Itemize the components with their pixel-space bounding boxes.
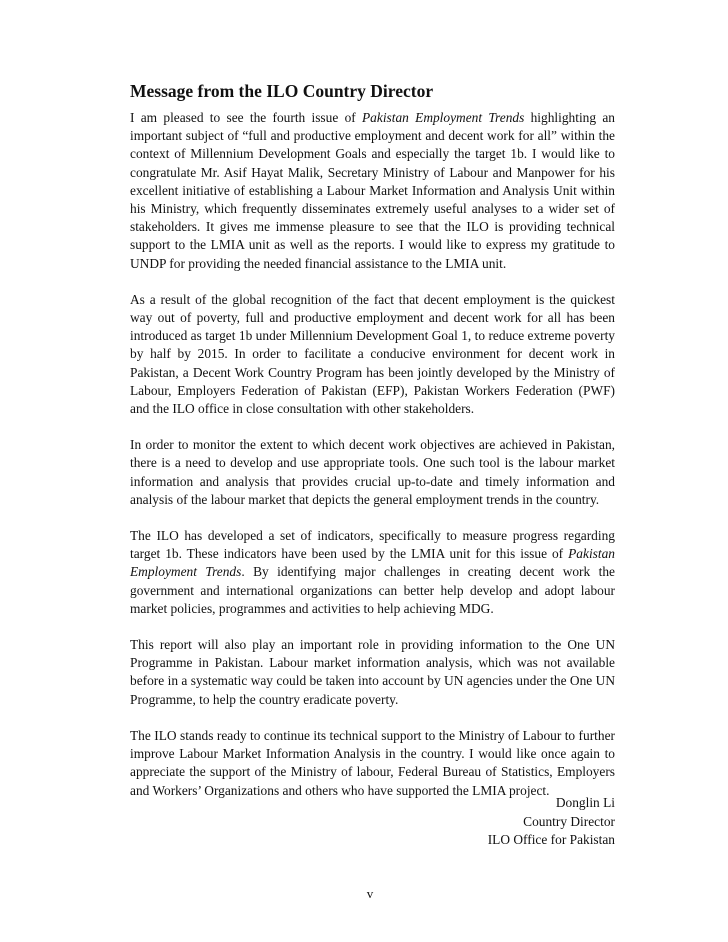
paragraph-3: In order to monitor the extent to which decent work objectives are achieved in Pakistan, there is a need to develop and use appropriate tools. One such tool is the labour market information and analysis that provides crucial up-to-date and timely information and analysis of the labour market that depicts the general employment trends in the country.: [130, 437, 615, 507]
paragraph-5: This report will also play an important role in providing information to the One UN Programme in Pakistan. Labour market information analysis, which was not available before in a systematic way could be taken into account by UN agencies under the One UN Programme, to help the country eradicate poverty.: [130, 637, 615, 707]
signatory-office: ILO Office for Pakistan: [487, 832, 615, 847]
signatory-position: Country Director: [523, 813, 615, 829]
paragraph-4-text-b: . By identifying major challenges in creating decent work the government and international organizations can better help develop and adopt labour market policies, programmes and activities to help achieving MDG.: [130, 564, 615, 616]
paragraph-6: The ILO stands ready to continue its technical support to the Ministry of Labour to further improve Labour Market Information Analysis in the country. I would like once again to appreciate the support of the Ministry of labour, Federal Bureau of Statistics, Employers and Workers’ Organizations and others who have supported the LMIA project.: [130, 727, 615, 798]
page-title: Message from the ILO Country Director: [130, 81, 434, 101]
paragraph-1-text-a: I am pleased to see the fourth issue of: [130, 110, 362, 125]
publication-title: Pakistan Employment Trends: [362, 110, 525, 125]
paragraph-4-text-a: The ILO has developed a set of indicators, specifically to measure progress regarding target 1b. These indicators have been used by the LMIA unit for this issue of: [130, 528, 615, 562]
page-number: v: [366, 886, 374, 901]
paragraph-2: As a result of the global recognition of the fact that decent employment is the quickest way out of poverty, full and productive employment and decent work for all has been introduced as target 1b under Millennium Development Goal 1, to reduce extreme poverty by half by 2015. In order to facilitate a conducive environment for decent work in Pakistan, a Decent Work Country Program has been jointly developed by the Ministry of Labour, Employers Federation of Pakistan (EFP), Pakistan Workers Federation (PWF) and the ILO office in close consultation with other stakeholders.: [130, 291, 615, 417]
publication-title: Pakistan Employment Trends: [130, 546, 615, 580]
paragraph-1: [130, 109, 615, 273]
signatory-name: Donglin Li: [555, 795, 615, 810]
paragraph-4: [130, 527, 615, 618]
signature-block: [488, 794, 615, 850]
paragraph-1-text-b: highlighting an important subject of “full and productive employment and decent work for all” within the context of Millennium Development Goals and especially the target 1b. I would like to congratulate Mr. Asif Hayat Malik, Secretary Ministry of Labour and Manpower for his excellent initiative of establishing a Labour Market Information and Analysis Unit within his Ministry, which frequently disseminates extremely useful analyses to a wider set of stakeholders. It gives me immense pleasure to see that the ILO is providing technical support to the LMIA unit as well as the reports. I would like to express my gratitude to UNDP for providing the needed financial assistance to the LMIA unit.: [130, 110, 615, 271]
message-body: [130, 109, 615, 818]
